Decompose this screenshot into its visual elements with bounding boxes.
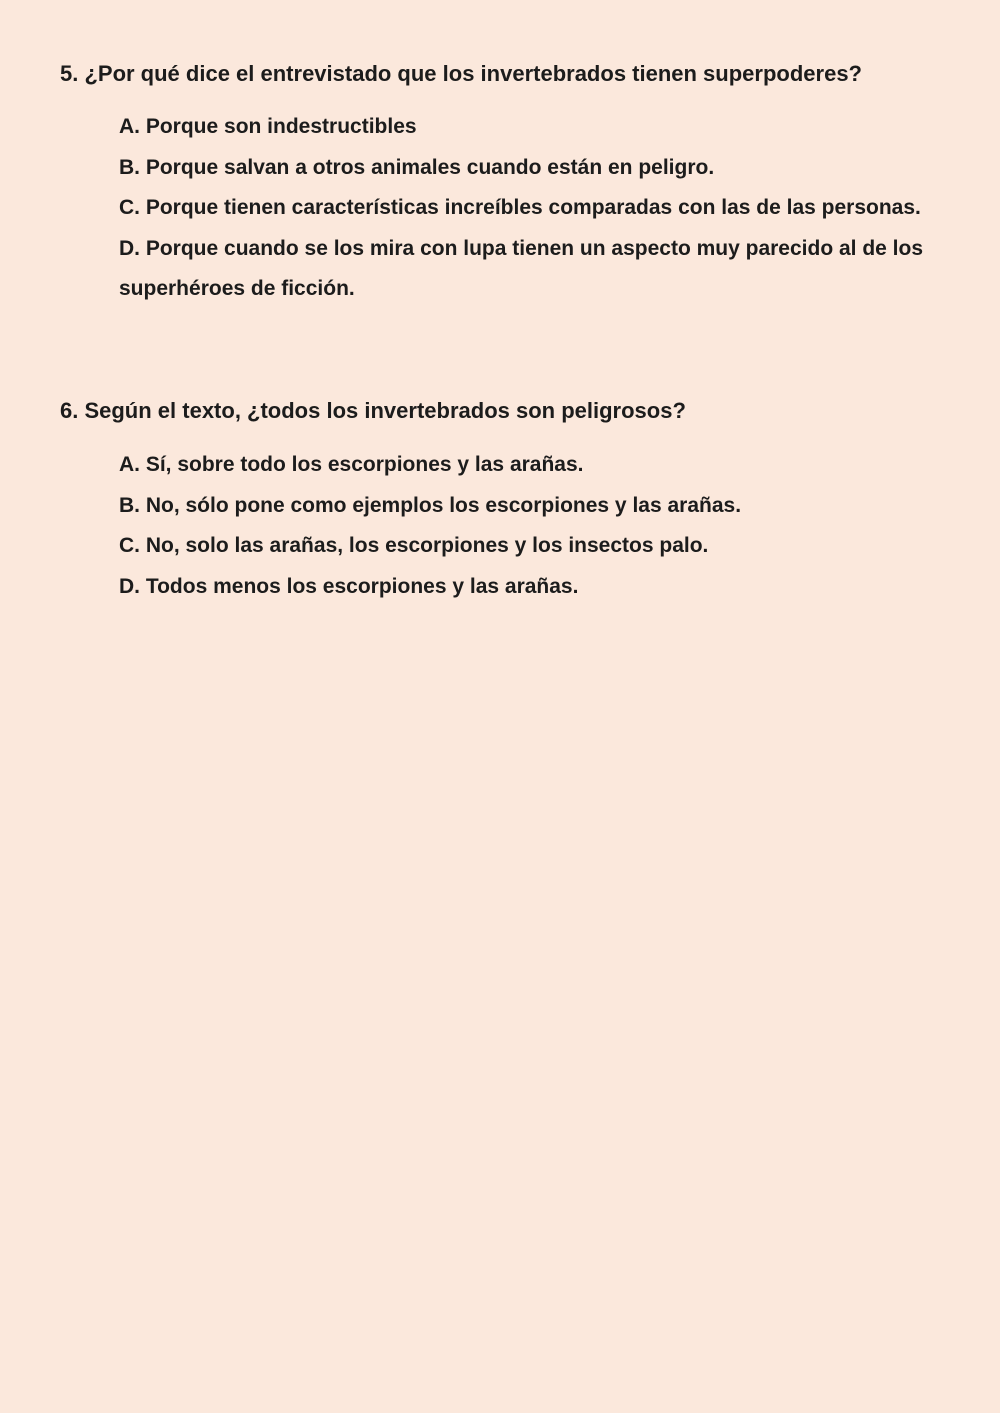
question-5-option-b: B. Porque salvan a otros animales cuando están en peligro.: [119, 155, 715, 179]
question-6-option-c: C. No, solo las arañas, los escorpiones y los insectos palo.: [119, 534, 709, 557]
question-6-prompt: 6. Según el texto, ¿todos los invertebrados son peligrosos?: [60, 398, 686, 423]
question-5-options: [119, 107, 929, 310]
question-5-prompt: 5. ¿Por qué dice el entrevistado que los invertebrados tienen superpoderes?: [60, 61, 862, 86]
question-6-options: [119, 445, 929, 607]
question-6-option-d: D. Todos menos los escorpiones y las arañas.: [119, 574, 579, 598]
question-6-option-b: B. No, sólo pone como ejemplos los escorpiones y las arañas.: [119, 493, 742, 517]
question-6-option-a: A. Sí, sobre todo los escorpiones y las arañas.: [119, 453, 584, 476]
question-5-option-c: C. Porque tienen características increíbles comparadas con las de las personas.: [119, 196, 921, 219]
question-5-option-d: D. Porque cuando se los mira con lupa tienen un aspecto muy parecido al de los superhéroes de ficción.: [119, 236, 924, 300]
question-5-option-a: A. Porque son indestructibles: [119, 115, 417, 138]
